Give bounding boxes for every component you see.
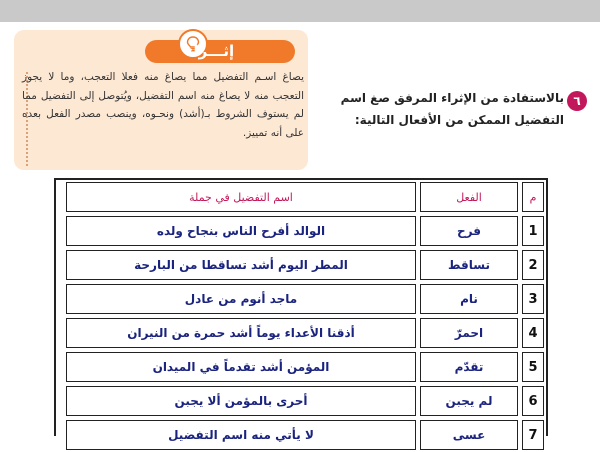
- exercise-number: ٦: [567, 91, 587, 111]
- exercise-instruction-line1: بالاستفادة من الإثراء المرفق صغ اسم: [340, 91, 564, 105]
- row-verb: تقدّم: [420, 352, 518, 382]
- top-bar: [0, 0, 600, 22]
- row-verb: نام: [420, 284, 518, 314]
- table-row: [56, 384, 546, 418]
- row-num: 6: [522, 386, 544, 416]
- table-row: [56, 214, 546, 248]
- row-sentence: أحرى بالمؤمن ألا يجبن: [66, 386, 416, 416]
- header-num: م: [522, 182, 544, 212]
- row-num: 1: [522, 216, 544, 246]
- answer-table: [54, 178, 548, 443]
- row-verb: عسى: [420, 420, 518, 450]
- row-sentence: المؤمن أشد تقدماً في الميدان: [66, 352, 416, 382]
- row-num: 4: [522, 318, 544, 348]
- exercise-instruction-line2: التفضيل الممكن من الأفعال التالية:: [354, 113, 564, 127]
- row-sentence: المطر اليوم أشد تساقطا من البارحة: [66, 250, 416, 280]
- table-header-row: [56, 180, 546, 214]
- table-row: [56, 248, 546, 282]
- row-sentence: أذقنا الأعداء يوماً أشد حمرة من النيران: [66, 318, 416, 348]
- header-verb: الفعل: [420, 182, 518, 212]
- row-num: 2: [522, 250, 544, 280]
- table-row: [56, 350, 546, 384]
- row-num: 7: [522, 420, 544, 450]
- enrichment-text: يصاغ اسـم التفضيل مما يصاغ منه فعلا التعجب، وما لا يجوز التعجب منه لا يصاغ منه اسم التفضيل، ويُتوصل إلى التفضيل مما لم يستوف الشروط بـ(أشد) ونحـوه، وينصب مصدر الفعل بعده على أنه تمييز.: [22, 71, 304, 139]
- row-verb: تساقط: [420, 250, 518, 280]
- row-verb: لم يجبن: [420, 386, 518, 416]
- enrichment-title: إثـــراء: [185, 42, 235, 60]
- table-row: [56, 418, 546, 452]
- row-num: 3: [522, 284, 544, 314]
- table-row: [56, 282, 546, 316]
- row-sentence: لا يأتي منه اسم التفضيل: [66, 420, 416, 450]
- row-sentence: ماجد أنوم من عادل: [66, 284, 416, 314]
- header-sentence: اسم التفضيل في جملة: [66, 182, 416, 212]
- row-sentence: الوالد أفرح الناس بنجاح ولده: [66, 216, 416, 246]
- row-num: 5: [522, 352, 544, 382]
- table-row: [56, 316, 546, 350]
- row-verb: احمرّ: [420, 318, 518, 348]
- row-verb: فرح: [420, 216, 518, 246]
